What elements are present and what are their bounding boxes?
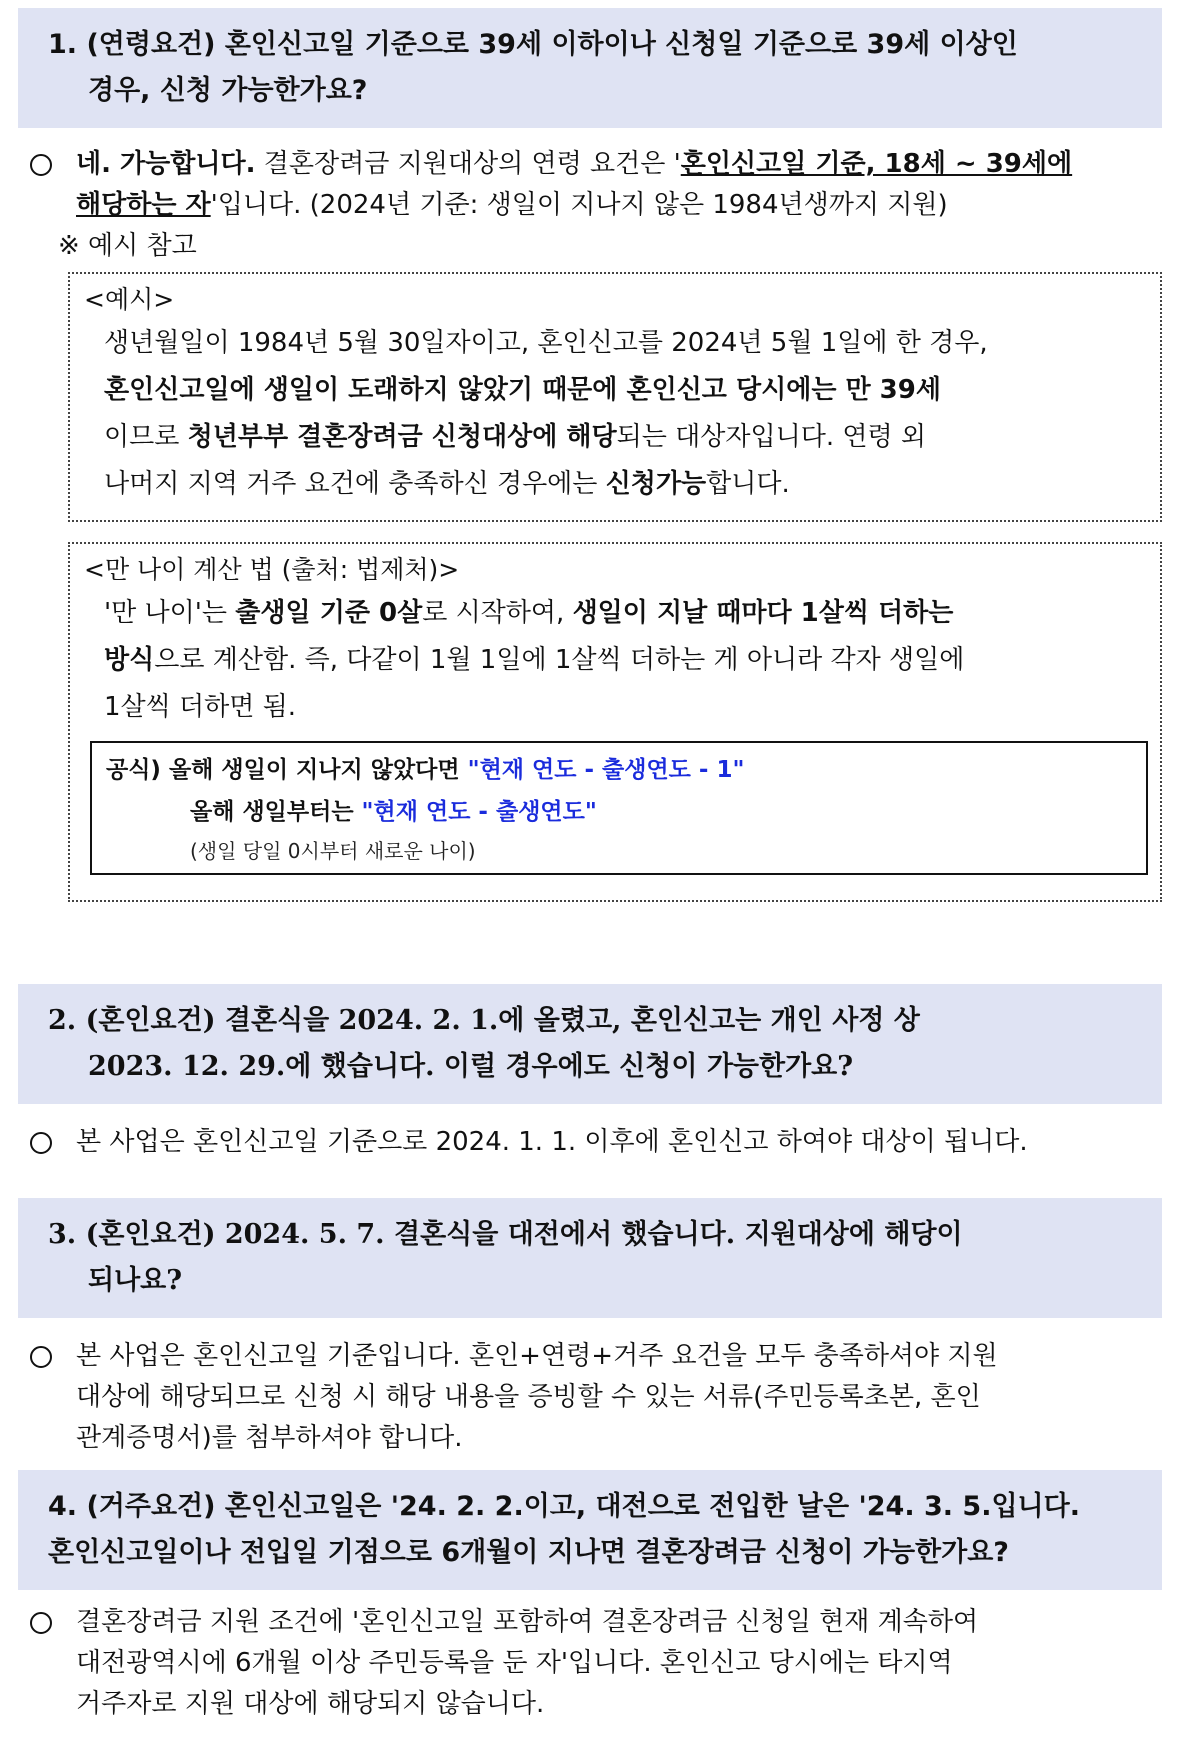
formula-label-2: 올해 생일부터는 bbox=[190, 799, 362, 825]
question-4-box bbox=[18, 1470, 1162, 1590]
answer-3-line-3: 관계증명서)를 첨부하셔야 합니다. bbox=[76, 1423, 463, 1453]
reference-note: ※ 예시 참고 bbox=[58, 231, 197, 261]
answer-1-bold: 네. 가능합니다. bbox=[76, 149, 256, 179]
answer-4-line-2: 대전광역시에 6개월 이상 주민등록을 둔 자'입니다. 혼인신고 당시에는 타지역 bbox=[76, 1648, 953, 1678]
age-calc-l1c: 로 시작하여, bbox=[422, 598, 573, 628]
question-1-line-1: 1. (연령요건) 혼인신고일 기준으로 39세 이하이나 신청일 기준으로 39세 이상인 bbox=[48, 29, 1018, 60]
formula-1: "현재 연도 - 출생연도 - 1" bbox=[467, 757, 745, 783]
age-calc-l2a: 방식 bbox=[104, 645, 155, 675]
example-line-3c: 되는 대상자입니다. 연령 외 bbox=[616, 422, 926, 452]
answer-2-text: 본 사업은 혼인신고일 기준으로 2024. 1. 1. 이후에 혼인신고 하여야 대상이 됩니다. bbox=[76, 1127, 1028, 1157]
example-line-4c: 합니다. bbox=[706, 469, 790, 499]
age-calc-l1b: 출생일 기준 0살 bbox=[235, 598, 423, 628]
formula-2: "현재 연도 - 출생연도" bbox=[361, 799, 597, 825]
answer-1-underline-1: 혼인신고일 기준, 18세 ~ 39세에 bbox=[680, 149, 1073, 179]
age-calc-l3: 1살씩 더하면 됨. bbox=[104, 692, 297, 722]
example-header: <예시> bbox=[84, 285, 175, 314]
age-calculation-box bbox=[68, 542, 1162, 902]
bullet-circle-icon bbox=[30, 154, 52, 176]
age-calc-l1a: '만 나이'는 bbox=[104, 598, 236, 628]
formula-label: 공식) 올해 생일이 지나지 않았다면 bbox=[106, 757, 468, 783]
answer-3 bbox=[30, 1336, 1170, 1459]
bullet-circle-icon bbox=[30, 1132, 52, 1154]
age-calc-l2b: 으로 계산함. 즉, 다같이 1월 1일에 1살씩 더하는 게 아니라 각자 생일에 bbox=[154, 645, 965, 675]
question-2-box bbox=[18, 984, 1162, 1104]
answer-4-line-3: 거주자로 지원 대상에 해당되지 않습니다. bbox=[76, 1689, 545, 1719]
age-calc-l1d: 생일이 지날 때마다 1살씩 더하는 bbox=[572, 598, 954, 628]
answer-4-line-1: 결혼장려금 지원 조건에 '혼인신고일 포함하여 결혼장려금 신청일 현재 계속하여 bbox=[76, 1607, 979, 1637]
example-line-4a: 나머지 지역 거주 요건에 충족하신 경우에는 bbox=[104, 469, 606, 499]
answer-1-tail: '입니다. (2024년 기준: 생일이 지나지 않은 1984년생까지 지원) bbox=[210, 190, 948, 220]
bullet-circle-icon bbox=[30, 1612, 52, 1634]
answer-1-underline-2: 해당하는 자 bbox=[76, 190, 211, 220]
formula-note: (생일 당일 0시부터 새로운 나이) bbox=[190, 839, 476, 863]
bullet-circle-icon bbox=[30, 1346, 52, 1368]
question-2-line-1: 2. (혼인요건) 결혼식을 2024. 2. 1.에 올렸고, 혼인신고는 개인 사정 상 bbox=[48, 1005, 920, 1036]
formula-box bbox=[90, 741, 1148, 875]
answer-4 bbox=[30, 1602, 1170, 1725]
example-line-3b: 청년부부 결혼장려금 신청대상에 해당 bbox=[187, 422, 617, 452]
age-calc-header: <만 나이 계산 법 (출처: 법제처)> bbox=[84, 555, 460, 584]
example-box bbox=[68, 272, 1162, 522]
question-2-line-2: 2023. 12. 29.에 했습니다. 이럴 경우에도 신청이 가능한가요? bbox=[88, 1051, 854, 1082]
question-3-line-2: 되나요? bbox=[88, 1265, 183, 1296]
answer-1-text: 결혼장려금 지원대상의 연령 요건은 ' bbox=[255, 149, 681, 179]
example-line-2: 혼인신고일에 생일이 도래하지 않았기 때문에 혼인신고 당시에는 만 39세 bbox=[104, 375, 941, 405]
question-4-line-1: 4. (거주요건) 혼인신고일은 '24. 2. 2.이고, 대전으로 전입한 날은 '24. 3. 5.입니다. bbox=[48, 1491, 1080, 1522]
answer-1 bbox=[30, 144, 1170, 226]
question-3-box bbox=[18, 1198, 1162, 1318]
question-1-box bbox=[18, 8, 1162, 128]
answer-3-line-1: 본 사업은 혼인신고일 기준입니다. 혼인+연령+거주 요건을 모두 충족하셔야 지원 bbox=[76, 1341, 998, 1371]
question-1-line-2: 경우, 신청 가능한가요? bbox=[88, 75, 368, 106]
answer-2 bbox=[30, 1122, 1170, 1163]
question-3-line-1: 3. (혼인요건) 2024. 5. 7. 결혼식을 대전에서 했습니다. 지원대상에 해당이 bbox=[48, 1219, 963, 1250]
question-4-line-2: 혼인신고일이나 전입일 기점으로 6개월이 지나면 결혼장려금 신청이 가능한가요? bbox=[48, 1537, 1009, 1568]
example-line-4b: 신청가능 bbox=[605, 469, 707, 499]
example-line-1: 생년월일이 1984년 5월 30일자이고, 혼인신고를 2024년 5월 1일에 한 경우, bbox=[104, 328, 988, 358]
example-line-3a: 이므로 bbox=[104, 422, 188, 452]
answer-3-line-2: 대상에 해당되므로 신청 시 해당 내용을 증빙할 수 있는 서류(주민등록초본, 혼인 bbox=[76, 1382, 981, 1412]
